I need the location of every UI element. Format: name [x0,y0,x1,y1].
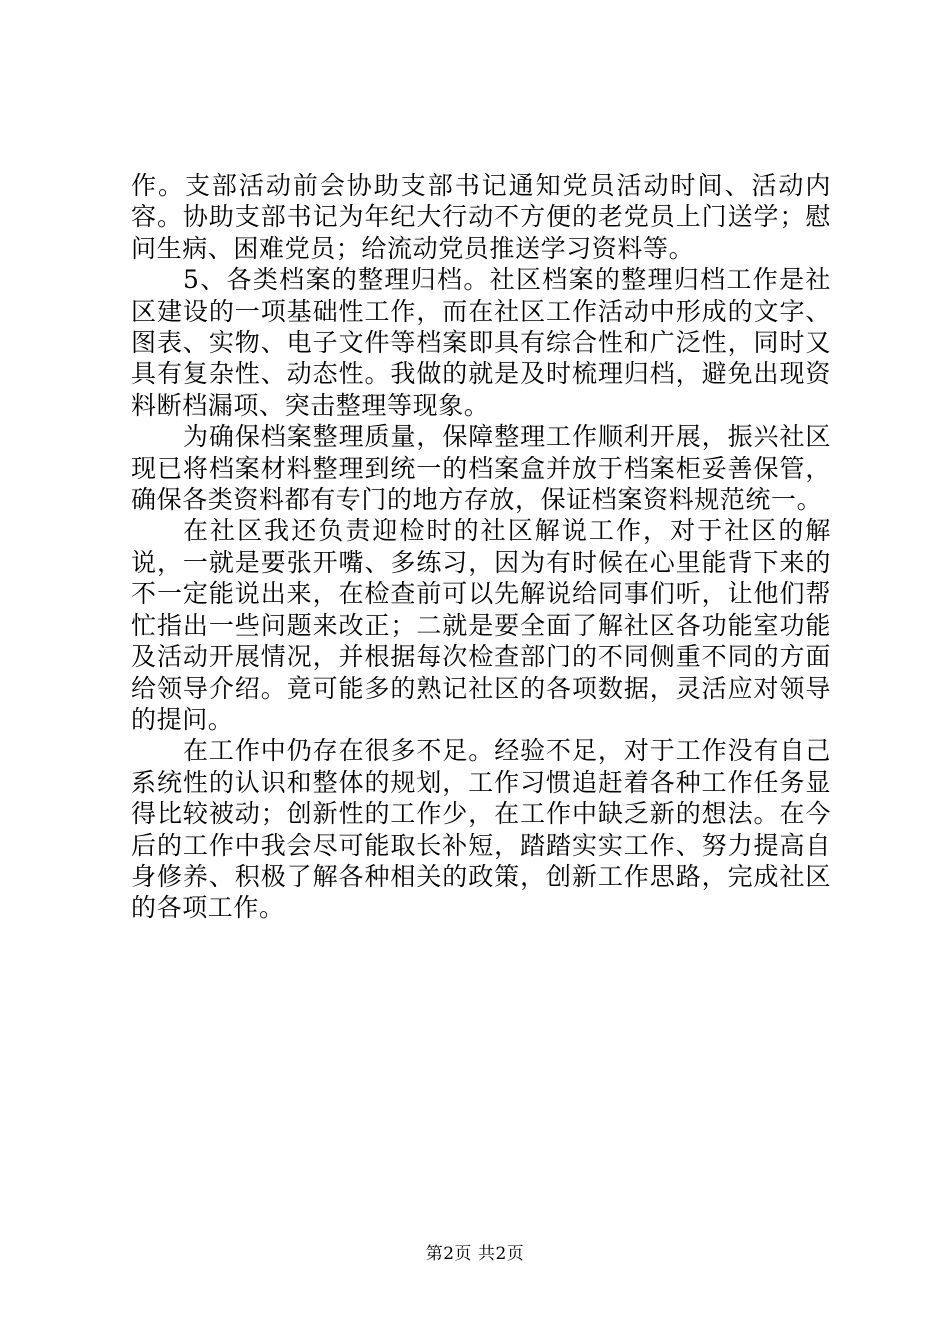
paragraph-archive-quality: 为确保档案整理质量，保障整理工作顺利开展，振兴社区现已将档案材料整理到统一的档案盒并放于档案柜妥善保管，确保各类资料都有专门的地方存放，保证档案资料规范统一。 [131,422,831,515]
document-body [131,170,831,924]
paragraph-continuation: 作。支部活动前会协助支部书记通知党员活动时间、活动内容。协助支部书记为年纪大行动不方便的老党员上门送学；慰问生病、困难党员；给流动党员推送学习资料等。 [131,171,831,263]
paragraph-community-guide: 在社区我还负责迎检时的社区解说工作，对于社区的解说，一就是要张开嘴、多练习，因为有时候在心里能背下来的不一定能说出来，在检查前可以先解说给同事们听，让他们帮忙指出一些问题来改正；二就是要全面了解社区各功能室功能及活动开展情况，并根据每次检查部门的不同侧重不同的方面给领导介绍。竟可能多的熟记社区的各项数据，灵活应对领导的提问。 [131,516,831,734]
page-footer: 第2页 共2页 [425,1244,525,1264]
paragraph-archive-filing: 5、各类档案的整理归档。社区档案的整理归档工作是社区建设的一项基础性工作，而在社区工作活动中形成的文字、图表、实物、电子文件等档案即具有综合性和广泛性，同时又具有复杂性、动态性。我做的就是及时梳理归档，避免出现资料断档漏项、突击整理等现象。 [131,265,831,420]
paragraph-shortcomings: 在工作中仍存在很多不足。经验不足，对于工作没有自己系统性的认识和整体的规划，工作习惯追赶着各种工作任务显得比较被动；创新性的工作少，在工作中缺乏新的想法。在今后的工作中我会尽可能取长补短，踏踏实实工作、努力提高自身修养、积极了解各种相关的政策，创新工作思路，完成社区的各项工作。 [131,736,831,923]
